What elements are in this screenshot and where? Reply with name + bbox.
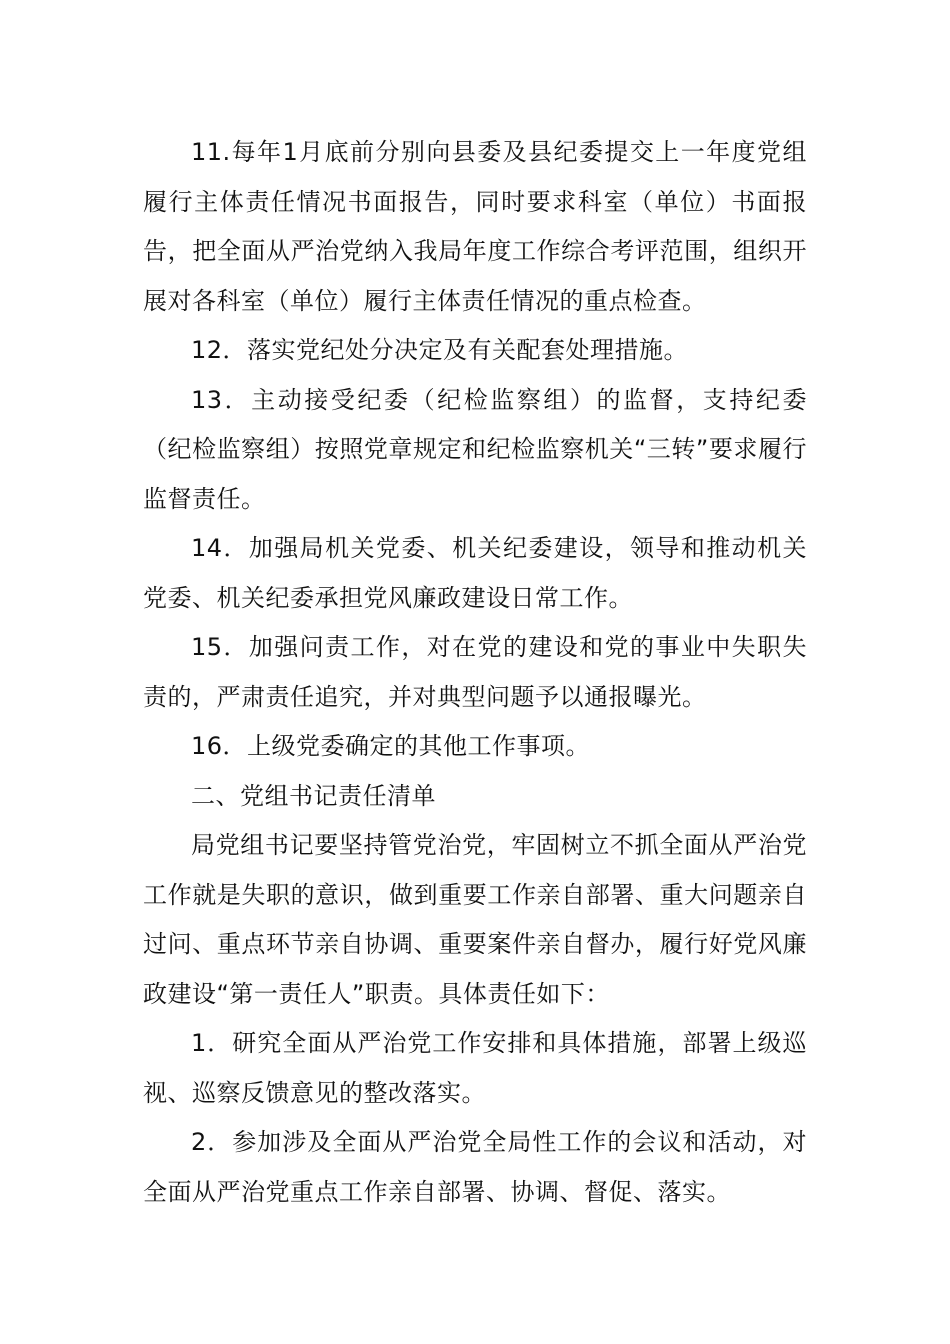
paragraph-item-14: 14．加强局机关党委、机关纪委建设，领导和推动机关党委、机关纪委承担党风廉政建设日常工作。 (143, 534, 807, 612)
section-intro-paragraph: 局党组书记要坚持管党治党，牢固树立不抓全面从严治党工作就是失职的意识，做到重要工作亲自部署、重大问题亲自过问、重点环节亲自协调、重要案件亲自督办，履行好党风廉政建设“第一责任人”职责。具体责任如下： (143, 831, 807, 1008)
paragraph-item-2: 2．参加涉及全面从严治党全局性工作的会议和活动，对全面从严治党重点工作亲自部署、协调、督促、落实。 (143, 1128, 807, 1206)
paragraph-item-13: 13．主动接受纪委（纪检监察组）的监督，支持纪委（纪检监察组）按照党章规定和纪检监察机关“三转”要求履行监督责任。 (143, 385, 807, 513)
section-heading: 二、党组书记责任清单 (191, 781, 436, 810)
paragraph-item-11: 11.每年1月底前分别向县委及县纪委提交上一年度党组履行主体责任情况书面报告，同时要求科室（单位）书面报告，把全面从严治党纳入我局年度工作综合考评范围，组织开展对各科室（单位）履行主体责任情况的重点检查。 (143, 138, 807, 315)
document-body (143, 128, 807, 1217)
paragraph-item-1: 1．研究全面从严治党工作安排和具体措施，部署上级巡视、巡察反馈意见的整改落实。 (143, 1029, 807, 1107)
paragraph-item-12: 12．落实党纪处分决定及有关配套处理措施。 (191, 336, 689, 364)
paragraph-item-16: 16．上级党委确定的其他工作事项。 (191, 732, 591, 760)
paragraph-item-15: 15．加强问责工作，对在党的建设和党的事业中失职失责的，严肃责任追究，并对典型问题予以通报曝光。 (143, 633, 807, 711)
